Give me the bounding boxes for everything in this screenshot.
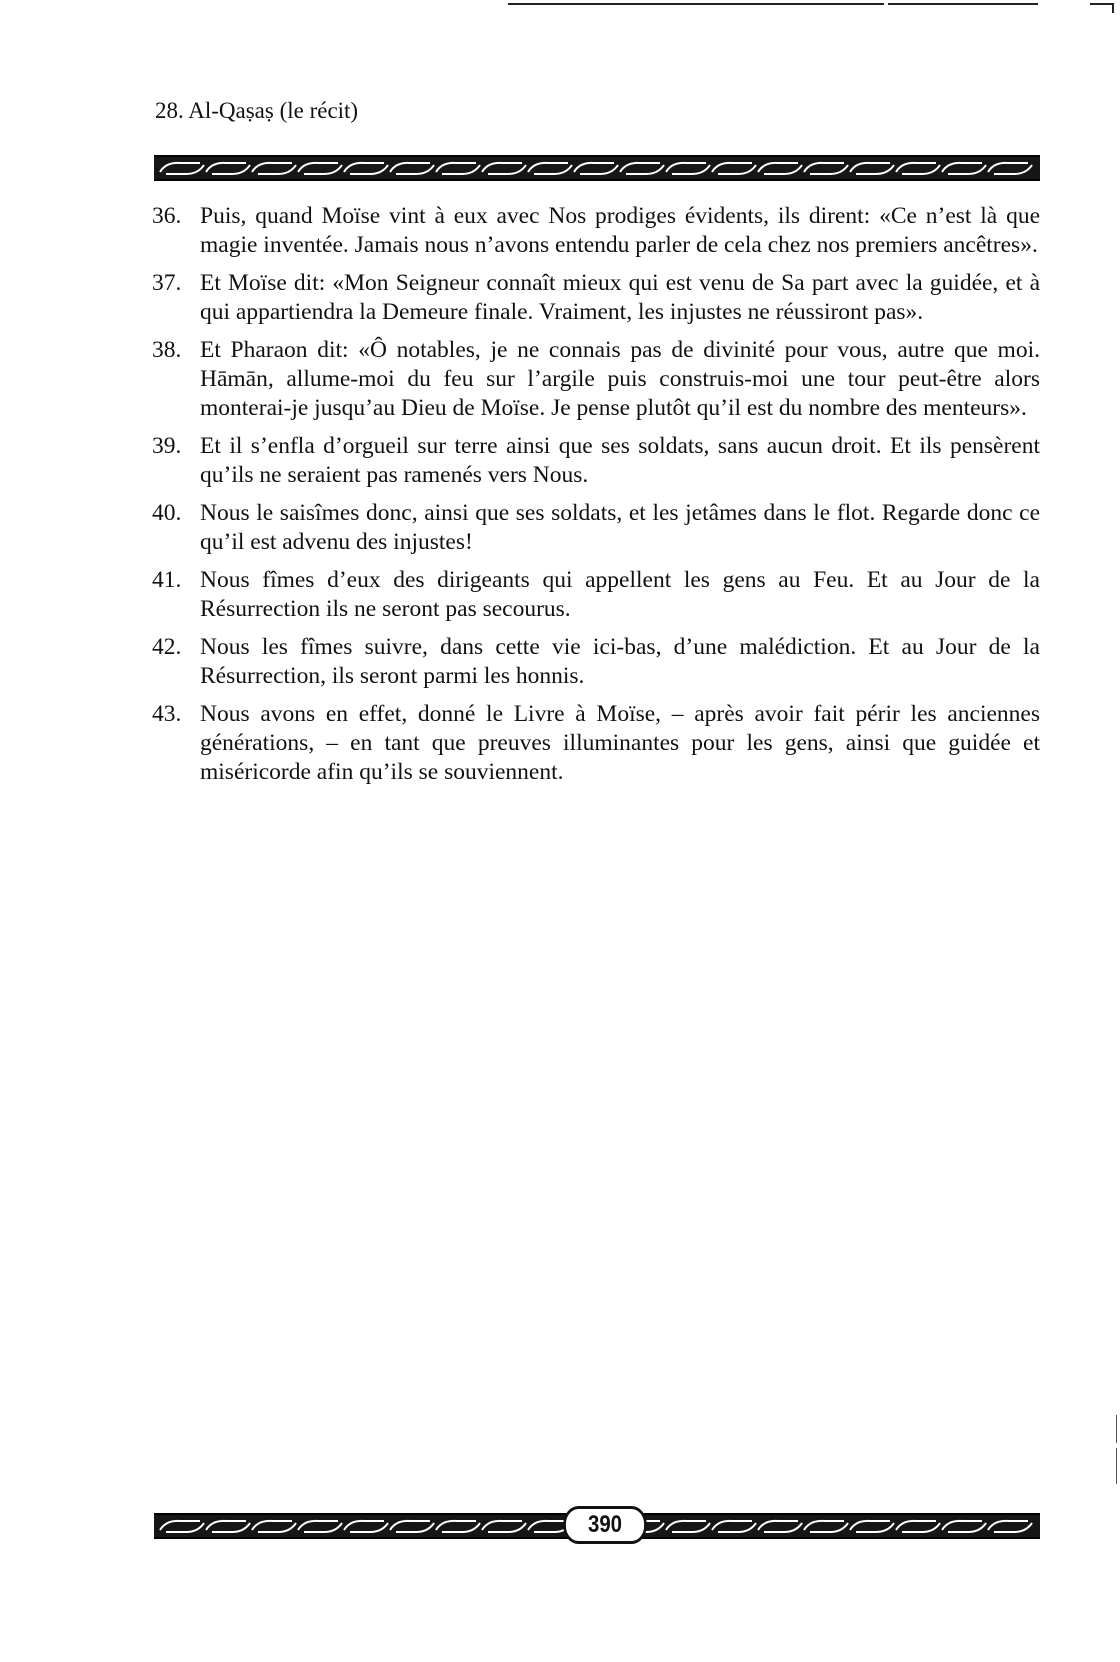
chain-link [758,1521,802,1532]
verse-42 [152,633,1040,691]
verse-text: Et Pharaon dit: «Ô notables, je ne connais pas de divinité pour vous, autre que moi. Hāmān, allume-moi du feu sur l’argile puis construis-moi une tour peut-être alors monterai-je jusqu’au Dieu de Moïse. Je pense plutôt qu’il est du nombre des menteurs». [200,337,1040,421]
verse-number: 40. [152,500,182,526]
chain-link [850,163,894,174]
verse-number: 42. [152,634,182,660]
verse-text: Et il s’enfla d’orgueil sur terre ainsi que ses soldats, sans aucun droit. Et ils pensèrent qu’ils ne seraient pas ramenés vers Nous. [200,433,1040,488]
chain-link [620,163,664,174]
chain-link [482,163,526,174]
chain-link [390,1521,434,1532]
chain-link [942,1521,986,1532]
chain-link [390,163,434,174]
chain-link [344,1521,388,1532]
verse-number: 39. [152,433,182,459]
chain-link [160,1521,204,1532]
verse-text: Et Moïse dit: «Mon Seigneur connaît mieux qui est venu de Sa part avec la guidée, et à qui appartiendra la Demeure finale. Vraiment, les injustes ne réussiront pas». [200,270,1040,325]
verse-number: 41. [152,567,182,593]
verse-37 [152,269,1040,327]
chain-link [252,163,296,174]
chain-link [804,163,848,174]
verse-40 [152,499,1040,557]
chain-link [988,163,1032,174]
top-rule [508,3,884,5]
verse-number: 36. [152,203,182,229]
chain-link [436,1521,480,1532]
chain-link [436,163,480,174]
page-number: 390 [563,1506,646,1544]
top-rule [888,3,1038,5]
verse-41 [152,566,1040,624]
chain-ornament [154,157,1040,179]
chain-link [344,163,388,174]
chain-link [482,1521,526,1532]
verse-text: Nous le saisîmes donc, ainsi que ses soldats, et les jetâmes dans le flot. Regarde donc ce qu’il est advenu des injustes! [200,500,1040,555]
chain-link [712,1521,756,1532]
verse-text: Nous avons en effet, donné le Livre à Moïse, – après avoir fait périr les anciennes générations, – en tant que preuves illuminantes pour les gens, ainsi que guidée et miséricorde afin qu’ils se souviennent. [200,701,1040,785]
surah-title: 28. Al-Qaṣaṣ (le récit) [155,98,359,123]
verse-43 [152,700,1040,787]
chain-link [942,163,986,174]
chain-link [988,1521,1032,1532]
verse-text: Puis, quand Moïse vint à eux avec Nos prodiges évidents, ils dirent: «Ce n’est là que magie inventée. Jamais nous n’avons entendu parler de cela chez nos premiers ancêtres». [200,203,1040,258]
chain-link [160,163,204,174]
scan-mark [1116,1448,1117,1484]
chain-link [804,1521,848,1532]
verse-number: 37. [152,270,182,296]
chain-link [252,1521,296,1532]
chain-link [712,163,756,174]
verse-text: Nous fîmes d’eux des dirigeants qui appellent les gens au Feu. Et au Jour de la Résurrection ils ne seront pas secourus. [200,567,1040,622]
chain-link [206,1521,250,1532]
decorative-border-top [154,155,1040,181]
verse-36 [152,202,1040,260]
verse-list [152,202,1040,796]
scan-mark [1116,1415,1117,1443]
chain-link [206,163,250,174]
verse-number: 38. [152,337,182,363]
verse-39 [152,432,1040,490]
chain-link [850,1521,894,1532]
top-rule-corner [1090,3,1114,5]
chain-link [758,163,802,174]
verse-38 [152,336,1040,423]
chain-link [666,163,710,174]
chain-link [896,163,940,174]
chain-link [574,163,618,174]
chain-link [298,1521,342,1532]
chain-link [666,1521,710,1532]
chain-link [528,163,572,174]
verse-text: Nous les fîmes suivre, dans cette vie ici-bas, d’une malédiction. Et au Jour de la Résurrection, ils seront parmi les honnis. [200,634,1040,689]
verse-number: 43. [152,701,182,727]
chain-link [298,163,342,174]
chain-link [896,1521,940,1532]
